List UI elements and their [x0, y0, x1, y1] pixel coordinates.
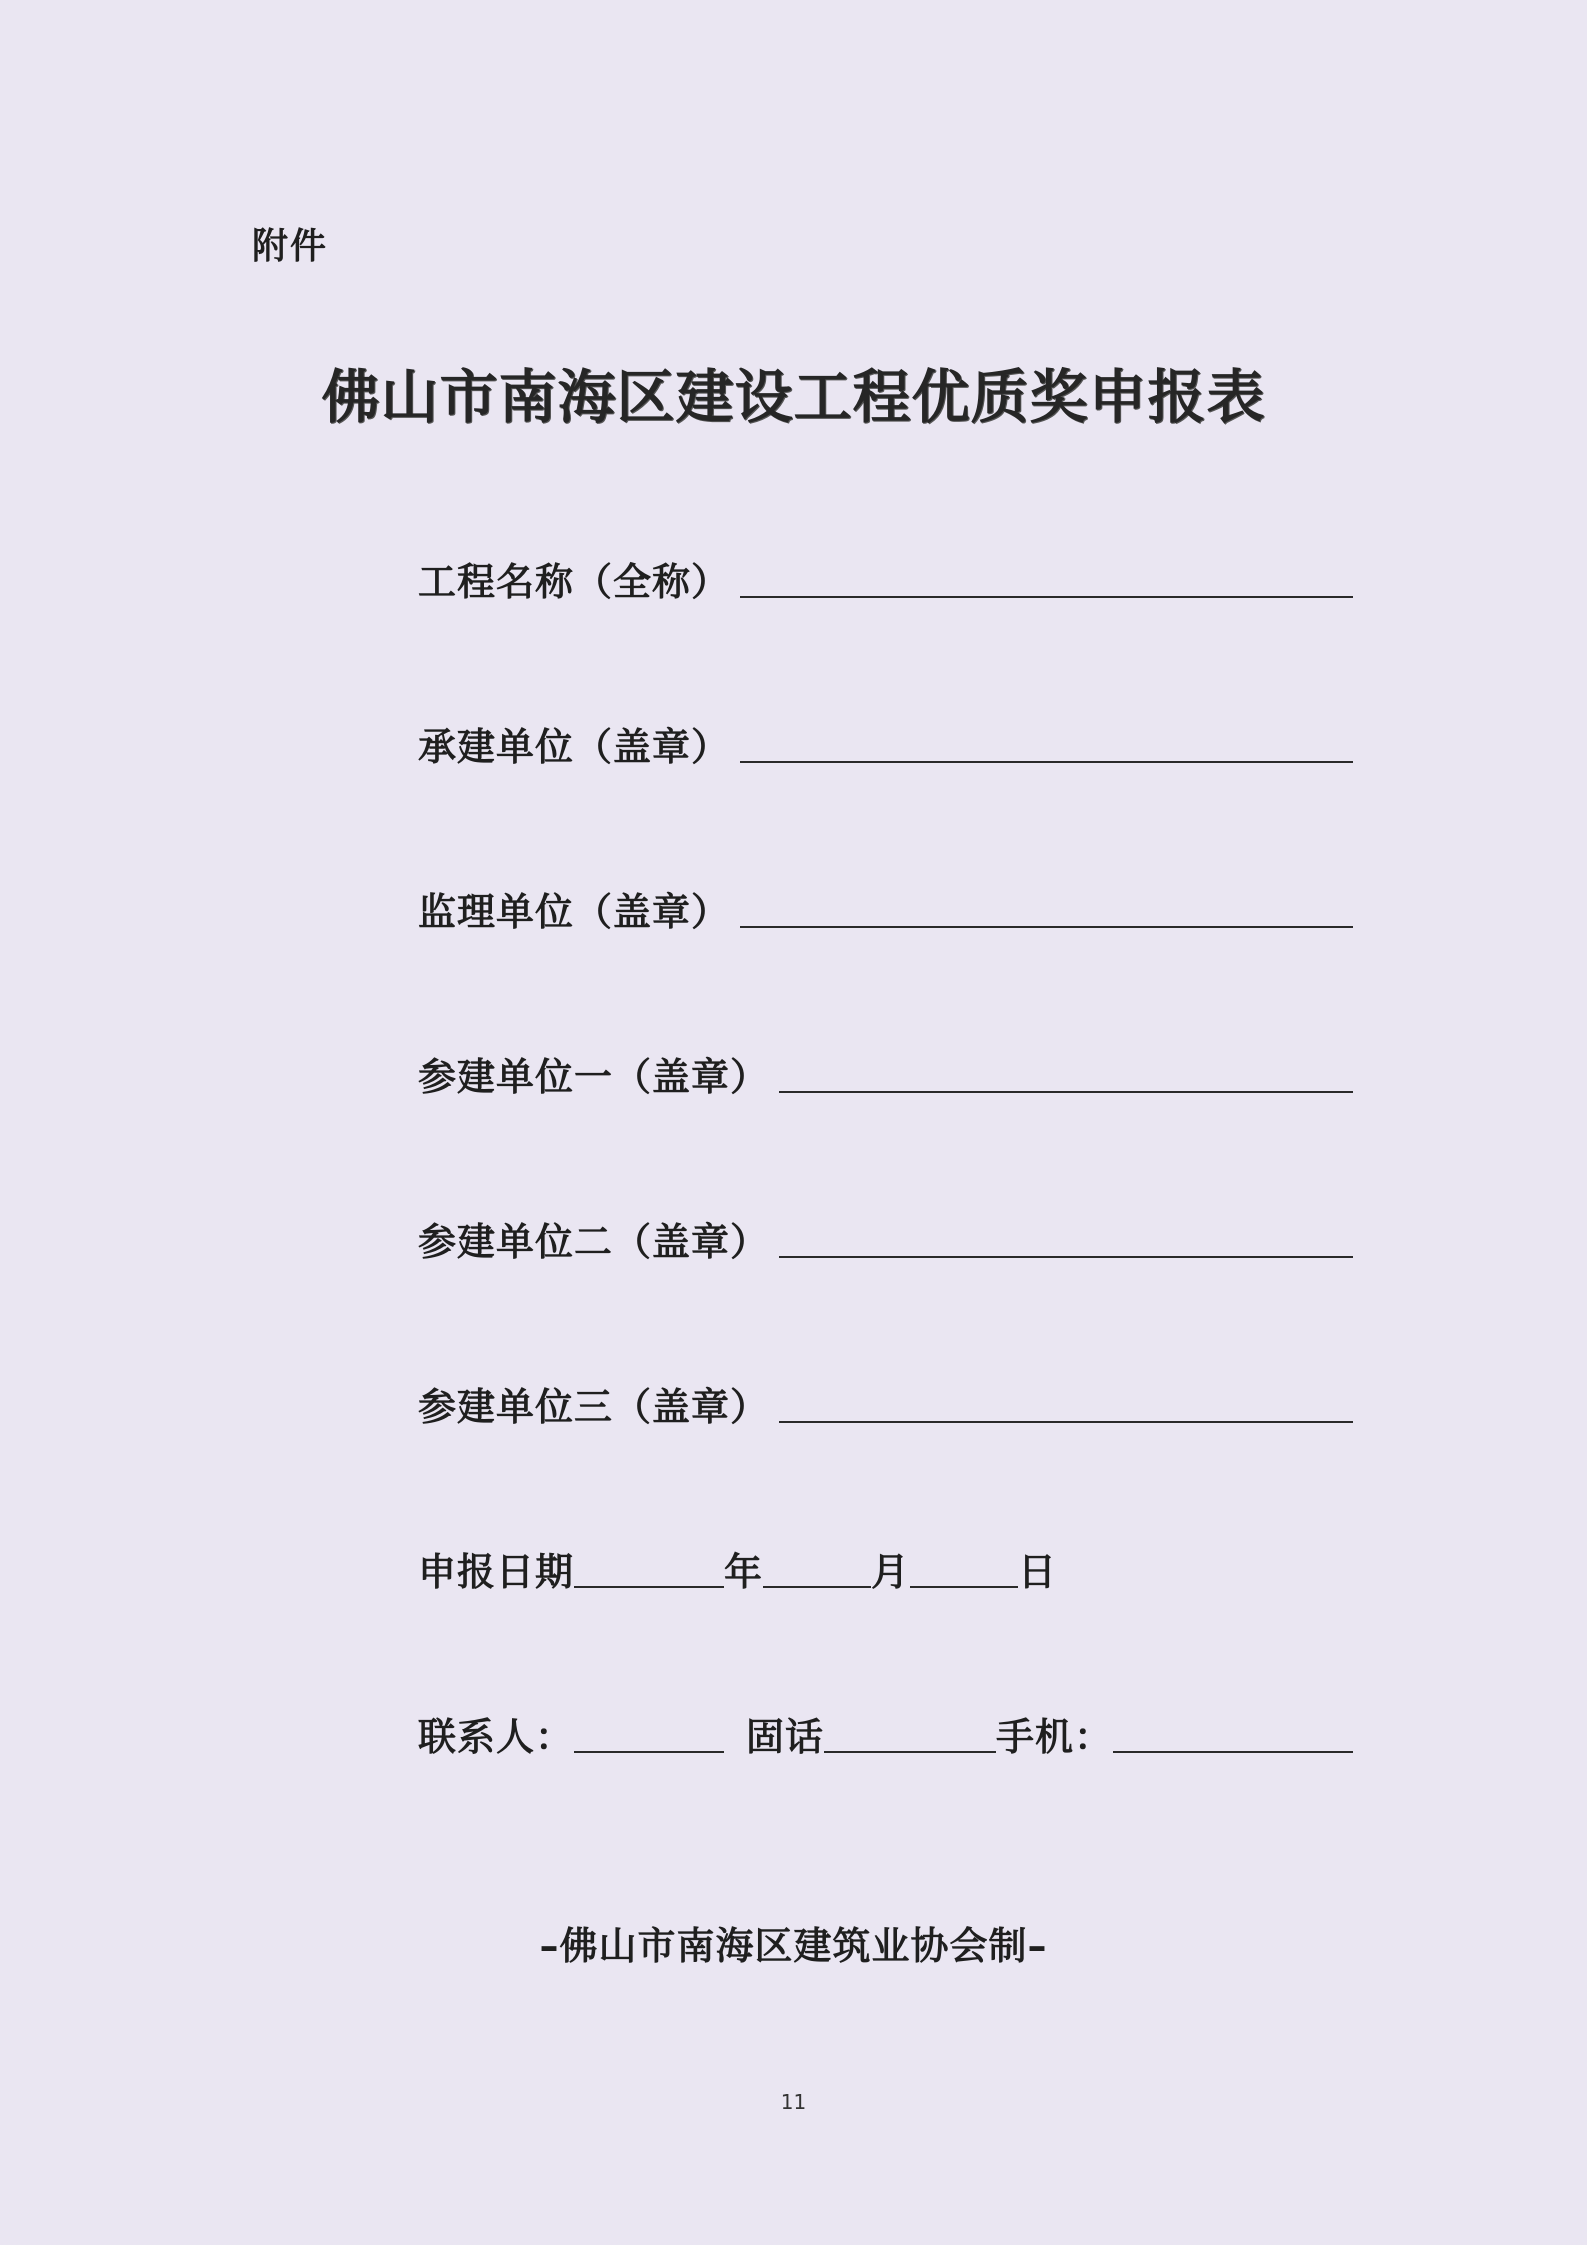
field-project-name [418, 548, 1353, 604]
participant-1-input-line[interactable] [779, 1051, 1353, 1093]
mobile-input-line[interactable] [1113, 1711, 1353, 1753]
field-label: 工程名称（全称） [418, 560, 731, 604]
field-supervisor [418, 878, 1353, 934]
year-input-line[interactable] [574, 1546, 724, 1588]
participant-2-input-line[interactable] [779, 1216, 1353, 1258]
field-label: 参建单位二（盖章） [418, 1220, 770, 1264]
contact-person-label: 联系人： [418, 1715, 575, 1759]
page-number: 11 [780, 2090, 807, 2114]
field-label: 参建单位三（盖章） [418, 1385, 770, 1429]
contractor-input-line[interactable] [740, 721, 1353, 763]
year-label: 年 [724, 1550, 764, 1594]
contact-person-input-line[interactable] [574, 1711, 724, 1753]
document-title: 佛山市南海区建设工程优质奖申报表 [321, 363, 1266, 431]
landline-label: 固话 [746, 1715, 825, 1759]
attachment-label: 附件 [252, 226, 329, 267]
field-participant-2 [418, 1208, 1353, 1264]
month-input-line[interactable] [763, 1546, 871, 1588]
date-label: 申报日期 [418, 1550, 575, 1594]
mobile-label: 手机： [996, 1715, 1114, 1759]
month-label: 月 [871, 1550, 911, 1594]
field-contractor [418, 713, 1353, 769]
day-label: 日 [1018, 1550, 1058, 1594]
contact-row [418, 1703, 1353, 1759]
field-participant-3 [418, 1373, 1353, 1429]
project-name-input-line[interactable] [740, 556, 1353, 598]
date-row [418, 1538, 1353, 1594]
field-label: 承建单位（盖章） [418, 725, 731, 769]
footer-issuer: –佛山市南海区建筑业协会制– [539, 1924, 1048, 1968]
supervisor-input-line[interactable] [740, 886, 1353, 928]
landline-input-line[interactable] [824, 1711, 996, 1753]
field-label: 参建单位一（盖章） [418, 1055, 770, 1099]
day-input-line[interactable] [910, 1546, 1018, 1588]
participant-3-input-line[interactable] [779, 1381, 1353, 1423]
field-label: 监理单位（盖章） [418, 890, 731, 934]
field-participant-1 [418, 1043, 1353, 1099]
